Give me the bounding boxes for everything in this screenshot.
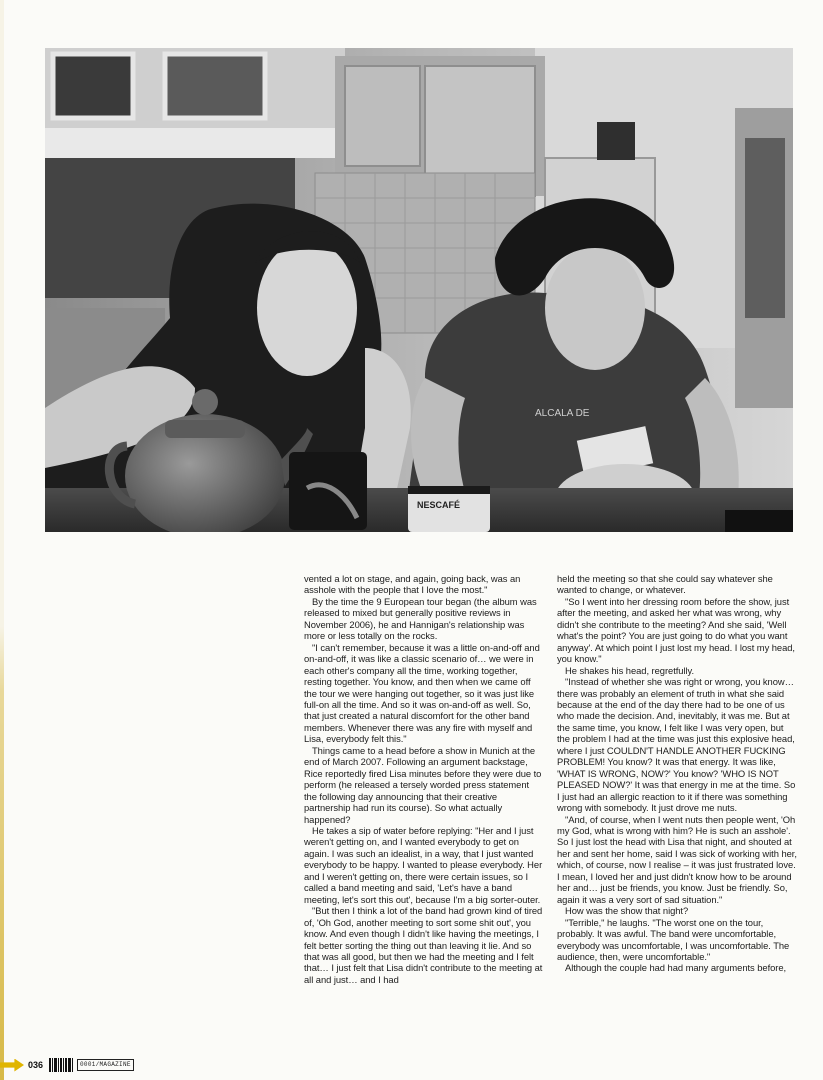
article-paragraph: vented a lot on stage, and again, going back, was an asshole with the people that I love the most.": [304, 573, 521, 596]
article-paragraph: "But then I think a lot of the band had grown kind of tired of, 'Oh God, another meeting to sort some shit out', you know. And even though I didn't like having the meetings, I felt better sorting the thing out than leaving it lie. And so that was all good, but then we had the meeting and I felt that… I just felt that Lisa didn't contribute to the meeting at all and just… and I had: [304, 905, 543, 985]
article-paragraph: Things came to a head before a show in Munich at the end of March 2007. Following an argument backstage, Rice reportedly fired Lisa minutes before they were due to perform (he released a tersely worded press statement the following day announcing that their creative partnership had run its course). So what actually happened?: [304, 744, 542, 825]
article-paragraph: "Terrible," he laughs. "The worst one on the tour, probably. It was awful. The band were uncomfortable, everybody was uncomfortable, I was uncomfortable. The audience, then, were uncomfortable.": [557, 916, 790, 962]
article-paragraph: He shakes his head, regretfully.: [565, 664, 695, 676]
article-paragraph: held the meeting so that she could say whatever she wanted to change, or whatever.: [557, 573, 773, 596]
article-paragraph: "Instead of whether she was right or wrong, you know… there was probably an element of truth in what she said because at the end of the day there had to be one of us who made the decision. And, inevitably, it was me. But at the same time, you know, I felt like I was very open, but the problem I had at the time was just this explosive head, where I just COULDN'T HANDLE ANOTHER FUCKING PROBLEM! You know? It was that energy. It was like, 'WHAT IS WRONG, NOW?' You know? 'WHO IS NOT PLEASED NOW?' It was that energy in me at the time. So I just had an allergic reaction to it if there was something wrong with somebody. It just drove me nuts.: [557, 676, 796, 814]
article-paragraph: "And, of course, when I went nuts then people went, 'Oh my God, what is wrong with him? He is such an asshole'. So I just lost the head with Lisa that night, and shouted at her and sent her home, said I was sick of working with her, which, of course, now I realise – it was just frustrated love. I mean, I loved her and just didn't know how to be around her and… just be friends, you know. Just be friendly. So, again it was a very sort of sad situation.": [557, 813, 797, 905]
mug-brand-text: NESCAFÉ: [417, 500, 461, 510]
article-column-right: [557, 573, 797, 974]
barcode-label: 0001/MAGAZINE: [77, 1059, 134, 1071]
shirt-print-text: ALCALA DE: [535, 408, 590, 419]
page-number: 036: [28, 1060, 44, 1070]
photo-couple-kitchen: [45, 48, 793, 532]
article-paragraph: "So I went into her dressing room before the show, just after the meeting, and asked her what was wrong, why didn't she contribute to the meeting? And she said, 'Well what's the point? You are just going to do what you want anyway'. At which point I just lost my head. I lost my head, you know.": [557, 595, 795, 665]
article-paragraph: He takes a sip of water before replying: "Her and I just weren't getting on, and I wanted everybody to get on again. I was such an idealist, in a way, that I just wanted everybody to be happy. I wanted to please everybody. Her and I weren't getting on, there were certain issues, so I called a band meeting and said, 'Let's have a band meeting, let's sort this out', because I'm a big sorter-outer.: [304, 824, 543, 905]
article-paragraph: How was the show that night?: [565, 905, 689, 917]
arrow-right-icon: [0, 1059, 24, 1072]
barcode-icon: [49, 1058, 73, 1072]
article-paragraph: "I can't remember, because it was a little on-and-off and on-and-off, it was like a classic scenario of… we were in each other's company all the time, working together, resting together. You know, and then when we came off the tour we were hanging out together, so it was just like full-on all the time. And so it was on-and-off as well. So, that just created a natural discomfort for the other band members. Whenever there was any fire with myself and Lisa, everybody felt this.": [304, 641, 540, 745]
article-column-left: [304, 573, 544, 985]
page-footer: [0, 1056, 160, 1074]
article-paragraph: Although the couple had had many arguments before,: [565, 962, 787, 974]
photo-illustration: [45, 48, 793, 532]
article-paragraph: By the time the 9 European tour began (the album was released to mixed but generally positive reviews in November 2006), he and Hannigan's relationship was more or less totally on the rocks.: [304, 595, 537, 642]
page-edge-stripe: [0, 0, 4, 1080]
